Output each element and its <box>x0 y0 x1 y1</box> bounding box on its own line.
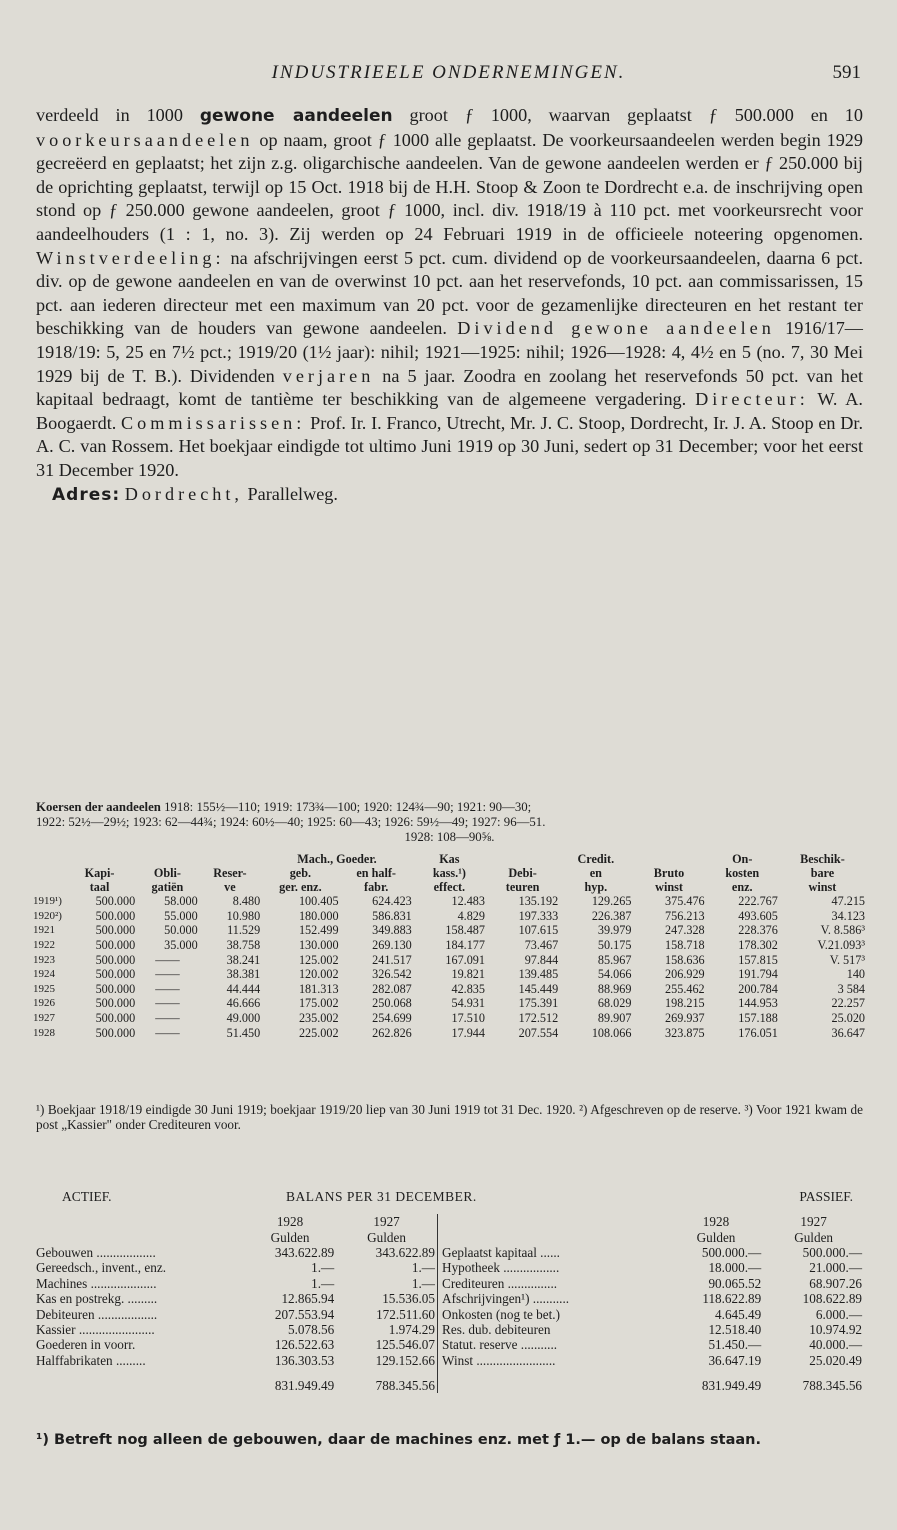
text-run: na afschrijvingen eerst 5 pct. cum. dividend op de voorkeursaandeelen, daarna 6 pct. div. op de gewone aandeelen en van de overwinst 10 pct. aan het reservefonds, 10 pct. aan commissarissen, 15 pct. aan iederen directeur met een maximum van 20 pct. voor de gezamenlijke directeuren en het restant ter beschikking van de houders van gewone aandeelen. <box>36 247 863 339</box>
text-run: Prof. Ir. I. Franco, Utrecht, Mr. J. C. Stoop, Dordrecht, Ir. J. A. Stoop en Dr. A. C. van Rossem. Het boekjaar eindigde tot ultimo Juni 1919 op 30 Juni, sedert op 31 December; voor het eerst 31 December 1920. <box>36 412 863 480</box>
value-cell: 129.265 <box>591 894 632 909</box>
header-cell: gatiën <box>151 880 184 894</box>
value-cell: 254.699 <box>372 1011 412 1026</box>
table-header-row <box>32 866 866 880</box>
liability-value: 25.020.49 <box>809 1352 862 1368</box>
totals-row <box>34 1368 864 1393</box>
value-cell: 19.821 <box>451 967 485 982</box>
header-cell: Kas <box>439 852 460 866</box>
year-cell: 1928 <box>33 1026 55 1039</box>
share-prices-label: Koersen der aandeelen <box>36 800 161 814</box>
asset-label: Gebouwen .................. <box>36 1244 156 1260</box>
value-cell: 54.931 <box>451 996 485 1011</box>
asset-label: Gereedsch., invent., enz. <box>36 1260 166 1276</box>
value-cell: 500.000 <box>95 952 136 967</box>
header-cell <box>136 852 199 866</box>
page-header <box>36 62 861 88</box>
year-cell: 1927 <box>33 1012 55 1025</box>
asset-value: 1.— <box>411 1260 435 1276</box>
value-cell: 158.487 <box>445 923 485 938</box>
asset-value: 1.— <box>411 1275 435 1291</box>
value-cell: 269.130 <box>372 938 412 953</box>
header-cell: effect. <box>433 880 466 894</box>
unit-cell: Gulden <box>367 1229 406 1245</box>
value-cell: 235.002 <box>298 1011 339 1026</box>
header-cell: ger. enz. <box>279 880 322 894</box>
value-cell: 756.213 <box>665 908 705 923</box>
header-cell: Mach., Goeder. <box>297 852 377 866</box>
actief-label: ACTIEF. <box>62 1189 112 1204</box>
value-cell: 255.462 <box>665 981 705 996</box>
year-cell: 1927 <box>800 1214 827 1230</box>
liability-label: Onkosten (nog te bet.) <box>442 1306 560 1322</box>
table-row <box>32 923 866 938</box>
value-cell: 68.029 <box>597 996 632 1011</box>
asset-value: 207.553.94 <box>274 1306 335 1322</box>
value-cell: 191.794 <box>738 967 778 982</box>
table-footnote: ¹) Boekjaar 1918/19 eindigde 30 Juni 1919; boekjaar 1919/20 liep van 30 Juni 1919 tot 31 Dec. 1920. ²) Afgeschreven op de reserve. ³) Voor 1921 kwam de post „Kassier" onder Crediteuren voor. <box>36 1102 863 1132</box>
value-cell: 262.826 <box>372 1025 412 1040</box>
balance-heading <box>36 1189 863 1207</box>
year-cell: 1926 <box>33 997 55 1010</box>
value-cell: —— <box>155 1011 180 1026</box>
table-header-row <box>32 852 866 866</box>
value-cell: 55.000 <box>164 908 198 923</box>
value-cell: 167.091 <box>445 952 485 967</box>
value-cell: 12.483 <box>451 894 485 909</box>
asset-value: 129.152.66 <box>375 1352 435 1368</box>
spaced-term: verjaren <box>282 365 375 386</box>
balance-row <box>34 1291 864 1306</box>
value-cell: 89.907 <box>597 1011 632 1026</box>
value-cell: 624.423 <box>372 894 412 909</box>
year-cell: 1924 <box>33 968 55 981</box>
value-cell: 4.829 <box>457 908 485 923</box>
value-cell: 47.215 <box>831 894 865 909</box>
liability-value: 40.000.— <box>809 1337 862 1353</box>
liability-value: 500.000.— <box>701 1244 762 1260</box>
value-cell: 8.480 <box>232 894 261 909</box>
year-cell: 1919¹) <box>33 895 62 908</box>
text-run: verdeeld in 1000 <box>36 105 200 125</box>
value-cell: 38.381 <box>226 967 261 982</box>
value-cell: 42.835 <box>451 981 485 996</box>
label-cell <box>440 1229 669 1244</box>
value-cell: 120.002 <box>298 967 339 982</box>
header-cell: Obli- <box>153 866 181 880</box>
asset-value: 1.974.29 <box>388 1321 435 1337</box>
asset-value: 5.078.56 <box>288 1321 335 1337</box>
value-cell: 250.068 <box>372 996 412 1011</box>
value-cell: 500.000 <box>95 996 136 1011</box>
liability-value: 10.974.92 <box>809 1321 862 1337</box>
value-cell: —— <box>155 952 180 967</box>
value-cell: 175.391 <box>518 996 559 1011</box>
value-cell: —— <box>155 1025 180 1040</box>
table-row <box>32 909 866 924</box>
label-cell <box>440 1368 669 1393</box>
value-cell: 225.002 <box>298 1025 339 1040</box>
value-cell: 197.333 <box>518 908 559 923</box>
balance-row <box>34 1260 864 1275</box>
value-cell: 38.758 <box>226 938 261 953</box>
header-cell: Debi- <box>508 866 537 880</box>
liability-value: 68.907.26 <box>809 1275 862 1291</box>
value-cell: 198.215 <box>665 996 705 1011</box>
value-cell: 375.476 <box>665 894 705 909</box>
asset-value: 15.536.05 <box>382 1291 435 1307</box>
page-number: 591 <box>832 62 861 83</box>
share-prices-line2: 1922: 52½—29½; 1923: 62—44¾; 1924: 60½—40; 1925: 60—43; 1926: 59½—49; 1927: 96—51. <box>36 815 546 829</box>
value-cell: 38.241 <box>226 952 261 967</box>
balance-row <box>34 1337 864 1352</box>
asset-label: Halffabrikaten ......... <box>36 1352 146 1368</box>
spaced-term: Winstverdeeling: <box>36 247 225 268</box>
value-cell: 207.554 <box>518 1025 559 1040</box>
value-cell: 500.000 <box>95 1025 136 1040</box>
share-prices <box>36 800 863 845</box>
table-row <box>32 894 866 909</box>
header-cell: en <box>589 866 602 880</box>
value-cell: 73.467 <box>524 938 559 953</box>
value-cell: 3 584 <box>837 981 865 996</box>
asset-value: 136.303.53 <box>274 1352 335 1368</box>
address-label: Adres: <box>52 484 121 505</box>
liability-value: 6.000.— <box>815 1306 862 1322</box>
year-cell: 1928 <box>276 1214 304 1230</box>
value-cell: 178.302 <box>738 938 778 953</box>
bold-term: gewone aandeelen <box>199 106 393 126</box>
value-cell: 36.647 <box>831 1025 865 1040</box>
balance-title: BALANS PER 31 DECEMBER. <box>286 1189 477 1204</box>
value-cell: 22.257 <box>831 996 865 1011</box>
value-cell: 282.087 <box>372 981 412 996</box>
financial-table <box>32 852 866 1040</box>
liability-value: 36.647.19 <box>708 1352 762 1368</box>
header-cell: winst <box>655 880 683 894</box>
unit-cell: Gulden <box>270 1229 310 1245</box>
text-run: W. A. Boogaerdt. <box>36 389 863 433</box>
value-cell: 50.175 <box>597 938 632 953</box>
header-cell <box>32 852 63 866</box>
liability-label: Hypotheek ................. <box>442 1260 560 1276</box>
value-cell: 135.192 <box>518 894 559 909</box>
header-cell <box>486 852 559 866</box>
value-cell: 140 <box>846 967 865 982</box>
value-cell: 241.517 <box>372 952 412 967</box>
value-cell: 175.002 <box>298 996 339 1011</box>
value-cell: 500.000 <box>95 967 136 982</box>
asset-value: 1.— <box>311 1275 335 1291</box>
value-cell: 157.188 <box>738 1011 778 1026</box>
header-cell: bare <box>810 866 835 880</box>
value-cell: 500.000 <box>95 923 136 938</box>
header-cell: winst <box>808 880 837 894</box>
value-cell: 10.980 <box>226 908 261 923</box>
value-cell: 326.542 <box>372 967 412 982</box>
asset-label: Kassier ....................... <box>36 1321 155 1337</box>
header-cell <box>63 852 136 866</box>
value-cell: 11.529 <box>227 923 261 938</box>
value-cell: 108.066 <box>591 1025 632 1040</box>
value-cell: 172.512 <box>518 1011 559 1026</box>
label-cell <box>34 1368 244 1393</box>
value-cell: 200.784 <box>738 981 778 996</box>
value-cell: 184.177 <box>445 938 485 953</box>
year-cell: 1927 <box>373 1214 400 1230</box>
liability-value: 118.622.89 <box>702 1291 762 1307</box>
value-cell: 107.615 <box>518 923 559 938</box>
table-row <box>32 952 866 967</box>
value-cell: 157.815 <box>738 952 778 967</box>
asset-value: 125.546.07 <box>375 1337 435 1353</box>
address-city: Dordrecht, <box>124 483 243 504</box>
balance-row <box>34 1322 864 1337</box>
value-cell: 130.000 <box>298 938 339 953</box>
asset-value: 343.622.89 <box>274 1244 335 1260</box>
header-cell: teuren <box>505 880 540 894</box>
year-cell: 1925 <box>33 982 55 995</box>
value-cell: 35.000 <box>164 938 198 953</box>
balance-footnote: ¹) Betreft nog alleen de gebouwen, daar de machines enz. met ƒ 1.— op de balans staan. <box>36 1432 761 1448</box>
balance-row <box>34 1306 864 1321</box>
value-cell: 247.328 <box>665 923 705 938</box>
value-cell: 54.066 <box>597 967 632 982</box>
asset-value: 126.522.63 <box>274 1337 335 1353</box>
value-cell: 152.499 <box>298 923 339 938</box>
header-cell: en half- <box>356 866 396 880</box>
value-cell: 176.051 <box>738 1025 778 1040</box>
table-row <box>32 982 866 997</box>
header-cell: ve <box>224 880 236 894</box>
value-cell: 226.387 <box>591 908 632 923</box>
unit-cell: Gulden <box>696 1229 736 1245</box>
share-prices-line1: 1918: 155½—110; 1919: 173¾—100; 1920: 124¾—90; 1921: 90—30; <box>160 800 532 814</box>
liability-value: 21.000.— <box>809 1260 862 1276</box>
value-cell: 34.123 <box>831 908 865 923</box>
value-cell: 49.000 <box>226 1011 261 1026</box>
value-cell: 493.605 <box>738 908 778 923</box>
liability-label: Afschrijvingen¹) ........... <box>442 1291 570 1307</box>
value-cell: 39.979 <box>597 923 632 938</box>
spaced-term: Commissarissen: <box>121 412 306 433</box>
value-cell: 269.937 <box>665 1011 705 1026</box>
spaced-term: Dividend gewone aandeelen <box>457 318 775 339</box>
header-cell: Credit. <box>577 852 615 866</box>
spaced-term: voorkeursaandeelen <box>36 129 254 150</box>
header-cell: enz. <box>731 880 753 894</box>
value-cell: —— <box>155 981 180 996</box>
liability-value: 51.450.— <box>708 1337 762 1353</box>
label-cell <box>440 1214 669 1229</box>
header-cell: geb. <box>289 866 312 880</box>
table-row <box>32 967 866 982</box>
header-cell: Bruto <box>653 866 685 880</box>
table-row <box>32 1011 866 1026</box>
liability-value: 18.000.— <box>708 1260 762 1276</box>
year-cell: 1921 <box>33 924 55 937</box>
text-run: na 5 jaar. Zoodra en zoolang het reservefonds 50 pct. van het kapitaal bedraagt, komt de tantième ter beschikking van de algemeene vergadering. <box>36 365 863 410</box>
value-cell: 125.002 <box>298 952 339 967</box>
liability-label: Geplaatst kapitaal ...... <box>442 1244 560 1260</box>
header-cell <box>32 880 63 894</box>
value-cell: 222.767 <box>738 894 778 909</box>
table-row <box>32 996 866 1011</box>
value-cell: 17.510 <box>451 1011 485 1026</box>
share-prices-line3: 1928: 108—90⅝. <box>404 830 495 844</box>
value-cell: 145.449 <box>518 981 559 996</box>
passief-label: PASSIEF. <box>799 1189 853 1204</box>
header-cell <box>199 852 262 866</box>
value-cell: 586.831 <box>372 908 412 923</box>
value-cell: —— <box>155 967 180 982</box>
value-cell: 144.953 <box>738 996 778 1011</box>
value-cell: 100.405 <box>298 894 339 909</box>
liability-label: Crediteuren ............... <box>442 1275 558 1291</box>
value-cell: 500.000 <box>95 894 136 909</box>
unit-cell: Gulden <box>794 1229 834 1245</box>
asset-value: 172.511.60 <box>376 1306 435 1322</box>
table-row <box>32 938 866 953</box>
header-cell <box>632 852 705 866</box>
running-title: INDUSTRIEELE ONDERNEMINGEN. <box>271 62 626 83</box>
value-cell: 58.000 <box>164 894 198 909</box>
value-cell: 97.844 <box>524 952 559 967</box>
liability-label: Winst ........................ <box>442 1352 556 1368</box>
value-cell: V.21.093³ <box>817 938 865 953</box>
value-cell: 158.718 <box>665 938 705 953</box>
value-cell: 85.967 <box>597 952 632 967</box>
value-cell: 46.666 <box>226 996 261 1011</box>
total-value: 788.345.56 <box>802 1378 862 1394</box>
spaced-term: Directeur: <box>695 389 809 410</box>
header-cell: fabr. <box>364 880 389 894</box>
header-cell: Beschik- <box>800 852 845 866</box>
value-cell: 50.000 <box>164 923 198 938</box>
text-run: groot ƒ 1000, waarvan geplaatst ƒ 500.000 en 10 <box>392 105 863 125</box>
year-cell: 1923 <box>33 953 55 966</box>
liability-value: 4.645.49 <box>715 1306 762 1322</box>
year-cell: 1928 <box>702 1214 730 1230</box>
value-cell: 181.313 <box>298 981 339 996</box>
header-cell: On- <box>732 852 753 866</box>
address-street: Parallelweg. <box>242 483 338 504</box>
table-row <box>32 1025 866 1040</box>
total-value: 788.345.56 <box>375 1378 435 1394</box>
value-cell: 139.485 <box>518 967 559 982</box>
header-cell: Kapi- <box>84 866 115 880</box>
header-cell: hyp. <box>584 880 608 894</box>
header-cell: Reser- <box>213 866 247 880</box>
header-cell <box>32 866 63 880</box>
balance-row <box>34 1276 864 1291</box>
value-cell: V. 517³ <box>829 952 865 967</box>
value-cell: 500.000 <box>95 1011 136 1026</box>
text-run: op naam, groot ƒ 1000 alle geplaatst. De voorkeursaandeelen werden begin 1929 gecreëerd en geplaatst; het zijn z.g. oligarchische aandeelen. Van de gewone aandeelen werden er ƒ 250.000 bij de oprichting geplaatst, terwijl op 15 Oct. 1918 bij de H.H. Stoop & Zoon te Dordrecht e.a. de inschrijving open stond op ƒ 250.000 gewone aandeelen, groot ƒ 1000, incl. div. 1918/19 à 110 pct. met voorkeursrecht voor aandeelhouders (1 : 1, no. 3). Zij werden op 24 Februari 1919 in de officieele noteering opgenomen. <box>36 129 863 244</box>
total-value: 831.949.49 <box>701 1378 762 1394</box>
value-cell: 88.969 <box>597 981 632 996</box>
asset-label: Goederen in voorr. <box>36 1337 136 1353</box>
value-cell: 323.875 <box>665 1025 705 1040</box>
total-value: 831.949.49 <box>274 1378 335 1394</box>
value-cell: 228.376 <box>738 923 778 938</box>
label-cell <box>34 1214 244 1229</box>
value-cell: 17.944 <box>451 1025 485 1040</box>
asset-value: 1.— <box>311 1260 335 1276</box>
liability-value: 90.065.52 <box>708 1275 762 1291</box>
value-cell: 349.883 <box>372 923 412 938</box>
header-cell: kosten <box>725 866 760 880</box>
balance-sheet-body <box>34 1214 864 1393</box>
value-cell: 500.000 <box>95 938 136 953</box>
liability-value: 108.622.89 <box>802 1291 862 1307</box>
label-cell <box>34 1229 244 1244</box>
liability-value: 500.000.— <box>802 1244 862 1260</box>
value-cell: 51.450 <box>226 1025 261 1040</box>
balance-row <box>34 1353 864 1368</box>
liability-label: Res. dub. debiteuren <box>442 1321 551 1337</box>
value-cell: V. 8.586³ <box>820 923 865 938</box>
asset-label: Debiteuren .................. <box>36 1306 158 1322</box>
liability-value: 12.518.40 <box>708 1321 762 1337</box>
asset-value: 12.865.94 <box>281 1291 335 1307</box>
header-cell: taal <box>89 880 110 894</box>
unit-row <box>34 1229 864 1244</box>
text-run: 1916/17—1918/19: 5, 25 en 7½ pct.; 1919/20 (1½ jaar): nihil; 1921—1925: nihil; 1926—1928: 4, 4½ en 5 (no. 7, 30 Mei 1929 bij de T. B.). Dividenden <box>36 318 863 386</box>
balance-row <box>34 1245 864 1260</box>
asset-value: 343.622.89 <box>375 1244 435 1260</box>
value-cell: 25.020 <box>831 1011 865 1026</box>
header-cell: kass.¹) <box>432 866 466 880</box>
financial-table-body <box>32 894 866 1040</box>
liability-label: Statut. reserve ........... <box>442 1337 558 1353</box>
value-cell: 158.636 <box>665 952 705 967</box>
year-cell: 1922 <box>33 939 55 952</box>
table-header-row <box>32 880 866 894</box>
value-cell: —— <box>155 996 180 1011</box>
asset-label: Kas en postrekg. ......... <box>36 1291 158 1307</box>
value-cell: 500.000 <box>95 981 136 996</box>
company-description <box>36 104 863 507</box>
asset-label: Machines .................... <box>36 1275 157 1291</box>
value-cell: 44.444 <box>226 981 261 996</box>
year-row <box>34 1214 864 1229</box>
value-cell: 500.000 <box>95 908 136 923</box>
value-cell: 180.000 <box>298 908 339 923</box>
balance-sheet <box>34 1214 864 1393</box>
value-cell: 206.929 <box>665 967 705 982</box>
year-cell: 1920²) <box>33 909 62 922</box>
